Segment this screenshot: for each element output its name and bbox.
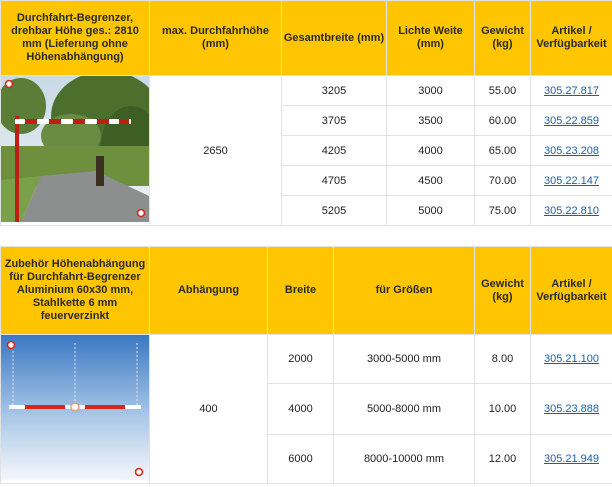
article-link[interactable]: 305.27.817: [543, 84, 600, 97]
article-link[interactable]: 305.23.888: [543, 402, 600, 415]
product-image-suspension: [1, 335, 150, 484]
product-table-suspension: [0, 246, 612, 484]
cell-for-sizes: 5000-8000 mm: [334, 384, 475, 434]
table-row: [1, 76, 612, 106]
cell-weight: 55.00: [475, 76, 531, 106]
cell-width: 6000: [268, 434, 334, 483]
cell-article: [531, 384, 612, 434]
cell-total-width: 4205: [282, 136, 387, 166]
cell-total-width: 3705: [282, 106, 387, 136]
cell-article: [531, 136, 612, 166]
article-link[interactable]: 305.22.859: [543, 114, 600, 127]
product-image-barrier: [1, 76, 150, 226]
article-link[interactable]: 305.21.100: [543, 353, 600, 366]
article-link[interactable]: 305.22.147: [543, 174, 600, 187]
header-article: Artikel / Verfügbarkeit: [531, 1, 612, 76]
cell-clear-width: 3000: [387, 76, 475, 106]
cell-clear-width: 4500: [387, 166, 475, 196]
cell-article: [531, 196, 612, 226]
cell-clear-width: 4000: [387, 136, 475, 166]
header-for-sizes: für Größen: [334, 247, 475, 335]
cell-total-width: 4705: [282, 166, 387, 196]
cell-total-width: 3205: [282, 76, 387, 106]
header-article: Artikel / Verfügbarkeit: [531, 247, 612, 335]
cell-width: 4000: [268, 384, 334, 434]
cell-weight: 70.00: [475, 166, 531, 196]
header-product: Zubehör Höhenabhängung für Durchfahrt-Begrenzer Aluminium 60x30 mm, Stahlkette 6 mm feuerverzinkt: [1, 247, 150, 335]
max-height-value: 2650: [150, 76, 282, 226]
cell-weight: 8.00: [475, 335, 531, 384]
cell-weight: 65.00: [475, 136, 531, 166]
cell-weight: 12.00: [475, 434, 531, 483]
header-clear-width: Lichte Weite (mm): [387, 1, 475, 76]
header-weight: Gewicht (kg): [475, 247, 531, 335]
header-suspension: Abhängung: [150, 247, 268, 335]
header-width: Breite: [268, 247, 334, 335]
cell-clear-width: 5000: [387, 196, 475, 226]
cell-for-sizes: 8000-10000 mm: [334, 434, 475, 483]
cell-for-sizes: 3000-5000 mm: [334, 335, 475, 384]
table-row: [1, 335, 612, 384]
barrier-photo: [1, 76, 149, 222]
cell-article: [531, 76, 612, 106]
table-header-row: [1, 1, 612, 76]
cell-article: [531, 166, 612, 196]
table-header-row: [1, 247, 612, 335]
suspension-value: 400: [150, 335, 268, 484]
suspension-diagram: [1, 335, 149, 480]
cell-weight: 75.00: [475, 196, 531, 226]
article-link[interactable]: 305.22.810: [543, 204, 600, 217]
cell-width: 2000: [268, 335, 334, 384]
cell-article: [531, 434, 612, 483]
cell-weight: 60.00: [475, 106, 531, 136]
header-total-width: Gesamtbreite (mm): [282, 1, 387, 76]
header-product: Durchfahrt-Begrenzer, drehbar Höhe ges.: 2810 mm (Lieferung ohne Höhenabhängung): [1, 1, 150, 76]
product-table-barrier: [0, 0, 612, 226]
article-link[interactable]: 305.21.949: [543, 452, 600, 465]
header-max-height: max. Durchfahrhöhe (mm): [150, 1, 282, 76]
cell-clear-width: 3500: [387, 106, 475, 136]
cell-article: [531, 106, 612, 136]
cell-weight: 10.00: [475, 384, 531, 434]
cell-article: [531, 335, 612, 384]
cell-total-width: 5205: [282, 196, 387, 226]
header-weight: Gewicht (kg): [475, 1, 531, 76]
article-link[interactable]: 305.23.208: [543, 144, 600, 157]
